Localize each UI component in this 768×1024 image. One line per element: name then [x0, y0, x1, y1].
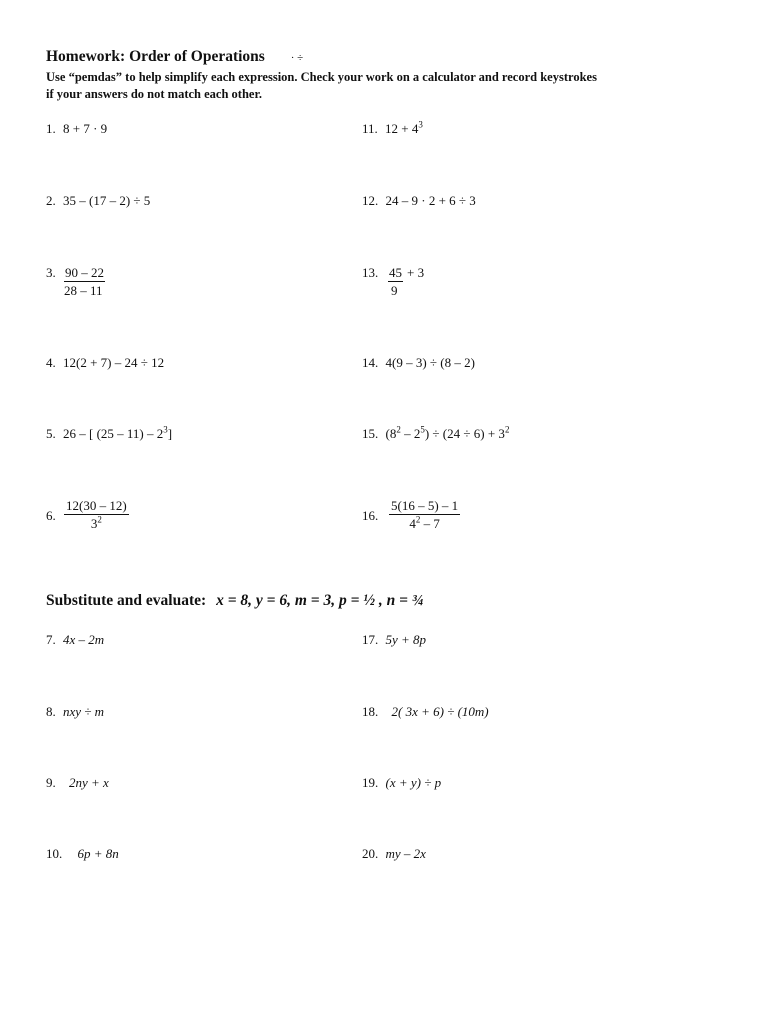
problem-14 [362, 355, 475, 371]
problem-number: 9. [46, 775, 56, 790]
problem-13-number: 13. [362, 265, 379, 280]
problem-13-fraction [388, 264, 403, 299]
problem-16-number: 16. [362, 508, 379, 523]
problem-12 [362, 193, 476, 209]
problem-number: 8. [46, 704, 56, 719]
problem-number: 4. [46, 355, 56, 370]
problem-number: 10. [46, 846, 63, 861]
problem-expression: nxy ÷ m [63, 704, 105, 719]
page-title [46, 48, 303, 66]
variable-values: x = 8, y = 6, m = 3, p = ½ , n = ¾ [216, 592, 424, 609]
instructions-line-1: Use “pemdas” to help simplify each expression. Check your work on a calculator and record keystrokes [46, 70, 597, 84]
problem-expression: 26 – [ $(25 - 11) - 2^3$] [63, 424, 173, 441]
problem-7 [46, 632, 104, 648]
problem-expression: 24 – 9 · 2 + 6 ÷ 3 [385, 193, 476, 208]
problem-number: 19. [362, 775, 379, 790]
problem-expression: (x + y) ÷ p [385, 775, 442, 790]
problem-4 [46, 355, 164, 371]
problem-number: 20. [362, 846, 379, 861]
problem-number: 15. [362, 426, 379, 441]
fraction-denominator: $3^2$ [90, 514, 102, 531]
problem-17 [362, 632, 426, 648]
fraction-numerator: 5(16 – 5) – 1 [391, 498, 459, 513]
operator-marks: · ÷ [290, 52, 304, 64]
problem-5 [46, 426, 172, 442]
problem-number: 2. [46, 193, 56, 208]
problem-number: 14. [362, 355, 379, 370]
problem-20 [362, 846, 426, 862]
problem-expression: my – 2x [385, 846, 426, 861]
problem-10 [46, 846, 119, 862]
problem-expression: 6p + 8n [77, 846, 119, 861]
problem-expression: 12(2 + 7) – 24 ÷ 12 [63, 355, 165, 370]
problem-16-fraction [389, 497, 460, 532]
problem-expression: 2ny + x [69, 775, 109, 790]
problem-19 [362, 775, 441, 791]
title-text: Homework: Order of Operations [46, 48, 265, 65]
problem-number: 11. [362, 121, 378, 136]
problem-6-fraction [64, 497, 129, 532]
problem-8 [46, 704, 104, 720]
exponent: 3 [163, 424, 168, 435]
fraction-numerator: 12(30 – 12) [66, 498, 127, 513]
problem-expression: $(8^2 - 2^5) \div (24 \div 6) + 3^2$ [385, 424, 510, 441]
problem-9 [46, 775, 109, 791]
section-label: Substitute and evaluate: [46, 592, 207, 609]
problem-expression: 35 – (17 – 2) ÷ 5 [63, 193, 151, 208]
problem-15 [362, 426, 509, 442]
problem-number: 12. [362, 193, 379, 208]
problem-1 [46, 121, 107, 137]
problem-number: 7. [46, 632, 56, 647]
problem-expression: 8 + 7 · 9 [63, 121, 108, 136]
problem-11 [362, 121, 423, 137]
fraction-numerator: 45 [389, 265, 402, 280]
problem-18 [362, 704, 489, 720]
section-heading-substitute [46, 592, 423, 610]
problem-13-tail: + 3 [407, 265, 425, 280]
fraction-denominator: 28 – 11 [64, 283, 103, 298]
problem-6-number: 6. [46, 508, 56, 523]
problem-3-fraction [64, 264, 105, 299]
fraction-denominator: $4^2 - 7$ [409, 514, 440, 531]
problem-number: 17. [362, 632, 379, 647]
problem-expression: 4x – 2m [63, 632, 105, 647]
instructions [46, 69, 597, 103]
instructions-line-2: if your answers do not match each other. [46, 87, 262, 101]
problem-expression: 4(9 – 3) ÷ (8 – 2) [385, 355, 475, 370]
problem-expression: 2( 3x + 6) ÷ (10m) [391, 704, 489, 719]
problem-number: 5. [46, 426, 56, 441]
fraction-numerator: 90 – 22 [65, 265, 104, 280]
problem-2 [46, 193, 150, 209]
problem-3-number: 3. [46, 265, 56, 280]
problem-expression: $12 + 4^3$ [385, 119, 423, 136]
fraction-denominator: 9 [391, 283, 398, 298]
problem-expression: 5y + 8p [385, 632, 427, 647]
exponent: 3 [418, 119, 423, 130]
problem-number: 1. [46, 121, 56, 136]
problem-number: 18. [362, 704, 379, 719]
